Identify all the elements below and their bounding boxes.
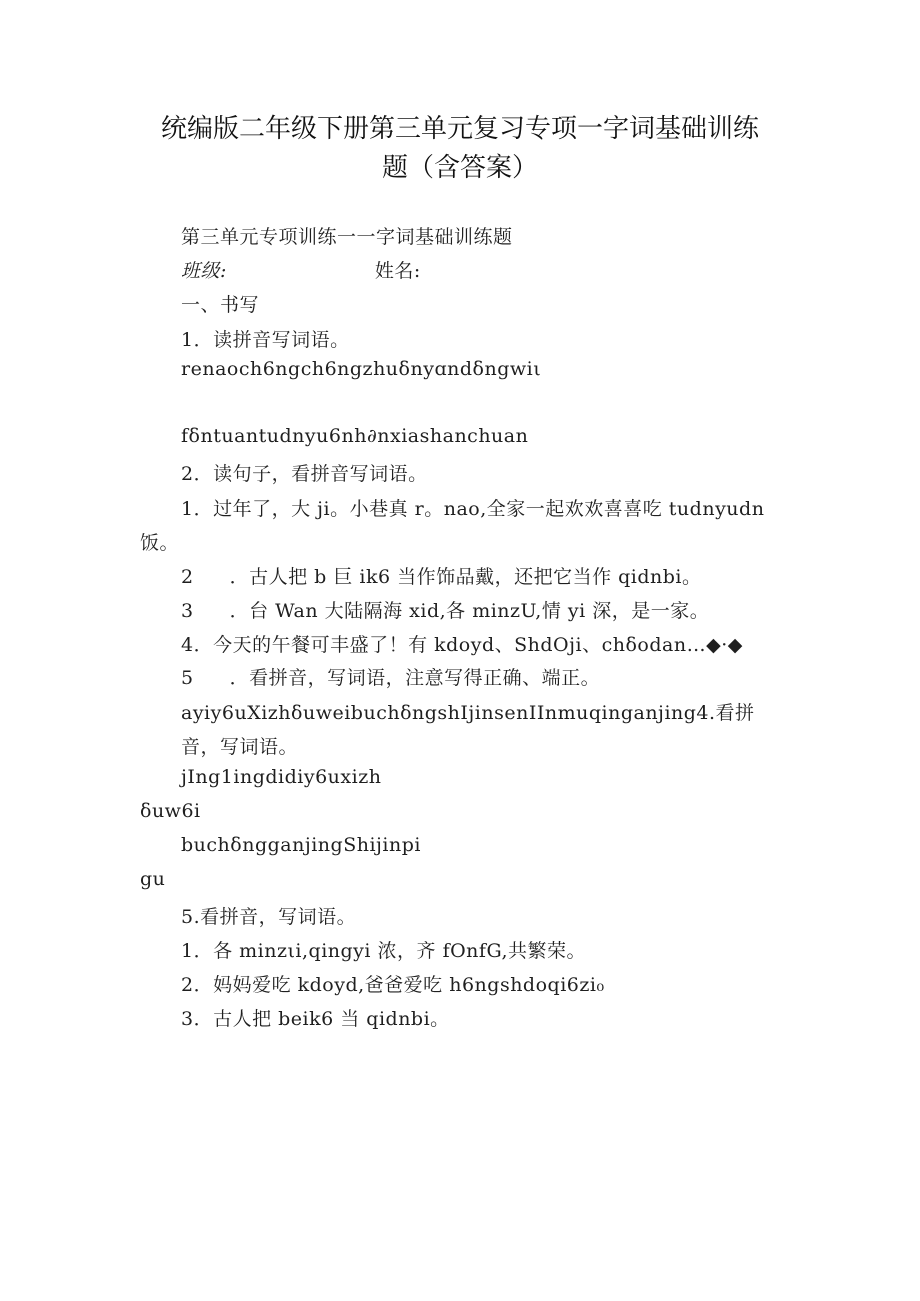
sentence-3 (181, 596, 709, 623)
sentence-3-number: 3 (181, 600, 194, 622)
sentence-3-text: ．台 Wan 大陆隔海 xid,各 minzU,情 yi 深，是一家。 (229, 600, 710, 622)
question-1-pinyin-row-2: fδntuantudnyu6nh∂nxiashanchuan (181, 425, 529, 447)
sentence-1-line-1: 1．过年了，大 ji。小巷真 r。nao,全家一起欢欢喜喜吃 tudnyudn (181, 498, 765, 520)
sentence-2-number: 2 (181, 566, 194, 588)
question-2: 2．读句子，看拼音写词语。 (181, 463, 428, 485)
class-label: 班级: (181, 260, 227, 282)
document-title-line-1: 统编版二年级下册第三单元复习专项一字词基础训练 (160, 114, 759, 144)
question-5-item-2: 2．妈妈爱吃 kdoyd,爸爸爱吃 h6ngshdoqi6zi₀ (181, 974, 605, 996)
subtitle: 第三单元专项训练一一字词基础训练题 (181, 226, 513, 248)
sentence-5-number: 5 (181, 667, 194, 689)
name-label: 姓名: (374, 260, 421, 282)
question-3-line-2: 音，写词语。 (181, 736, 299, 758)
question-4-line-4: gu (140, 868, 166, 890)
document-title-line-2: 题（含答案） (381, 153, 538, 183)
question-5-item-1: 1．各 minzιi,qingyi 浓，齐 fOnfG,共繁荣。 (181, 940, 586, 962)
question-3-line-1: ayiy6uXizhδuweibuchδngshIjinsenIInmuqinganjing4.看拼 (181, 702, 755, 724)
class-name-row (181, 256, 421, 283)
sentence-4: 4．今天的午餐可丰盛了！有 kdoyd、ShdOji、chδodan…◆·◆ (181, 634, 743, 656)
question-5-item-3: 3．古人把 beik6 当 qidnbi。 (181, 1008, 450, 1030)
question-4-line-1: jIng1ingdidiy6uxizh (181, 766, 382, 788)
question-4-line-2: δuw6i (140, 800, 201, 822)
sentence-2 (181, 562, 702, 589)
question-1-pinyin-row-1: renaoch6ngch6ngzhuδnyɑndδngwiι (181, 358, 542, 380)
sentence-5-text: ．看拼音，写词语，注意写得正确、端正。 (229, 667, 601, 689)
question-1: 1．读拼音写词语。 (181, 329, 350, 351)
sentence-2-text: ．古人把 b 巨 ik6 当作饰品戴，还把它当作 qidnbi。 (229, 566, 702, 588)
question-5: 5.看拼音，写词语。 (181, 906, 357, 928)
section-heading: 一、书写 (181, 294, 260, 316)
sentence-1-line-2: 饭。 (140, 532, 180, 554)
question-4-line-3: buchδngganjingShijinpi (181, 834, 421, 856)
sentence-5 (181, 663, 600, 690)
